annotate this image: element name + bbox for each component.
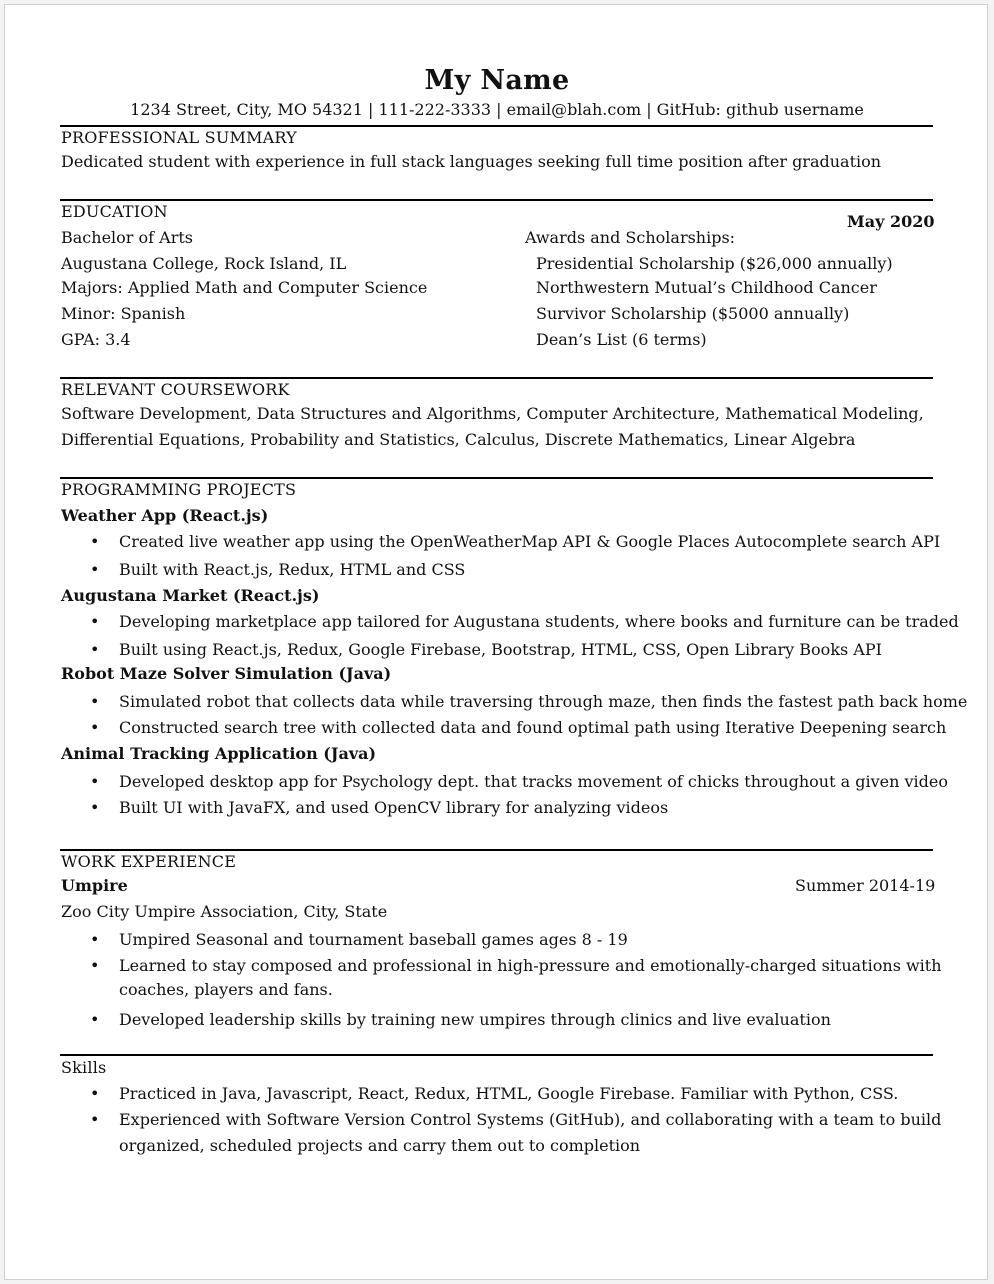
bullet-icon: • bbox=[90, 692, 100, 711]
work-heading: WORK EXPERIENCE bbox=[61, 852, 237, 871]
project-title: Weather App (React.js) bbox=[61, 506, 269, 525]
section-divider bbox=[60, 199, 933, 201]
list-item: • Experienced with Software Version Control Systems (GitHub), and collaborating with a team to build bbox=[90, 1110, 942, 1129]
contact-line: 1234 Street, City, MO 54321 | 111-222-3333 | email@blah.com | GitHub: github username bbox=[130, 100, 864, 119]
projects-heading: PROGRAMMING PROJECTS bbox=[61, 480, 297, 499]
award-item: Northwestern Mutual’s Childhood Cancer bbox=[536, 278, 877, 297]
list-item-continuation: organized, scheduled projects and carry them out to completion bbox=[119, 1136, 641, 1155]
bullet-icon: • bbox=[90, 532, 100, 551]
skills-heading: Skills bbox=[61, 1058, 107, 1077]
bullet-icon: • bbox=[90, 1084, 100, 1103]
education-date: May 2020 bbox=[847, 212, 935, 231]
list-item: • Built using React.js, Redux, Google Firebase, Bootstrap, HTML, CSS, Open Library Books API bbox=[90, 640, 882, 659]
job-date: Summer 2014-19 bbox=[795, 876, 936, 895]
gpa: GPA: 3.4 bbox=[61, 330, 131, 349]
coursework-heading: RELEVANT COURSEWORK bbox=[61, 380, 290, 399]
majors: Majors: Applied Math and Computer Science bbox=[61, 278, 428, 297]
list-item: • Constructed search tree with collected data and found optimal path using Iterative Deepening search bbox=[90, 718, 947, 737]
bullet-icon: • bbox=[90, 1110, 100, 1129]
school: Augustana College, Rock Island, IL bbox=[61, 254, 347, 273]
list-item: • Umpired Seasonal and tournament baseball games ages 8 - 19 bbox=[90, 930, 628, 949]
project-title: Augustana Market (React.js) bbox=[61, 586, 320, 605]
degree: Bachelor of Arts bbox=[61, 228, 193, 247]
section-divider bbox=[60, 477, 933, 479]
education-heading: EDUCATION bbox=[61, 202, 168, 221]
list-item: • Created live weather app using the OpenWeatherMap API & Google Places Autocomplete search API bbox=[90, 532, 941, 551]
project-title: Robot Maze Solver Simulation (Java) bbox=[61, 664, 392, 683]
list-item: • Simulated robot that collects data while traversing through maze, then finds the fastest path back home bbox=[90, 692, 968, 711]
list-item: • Developed desktop app for Psychology dept. that tracks movement of chicks throughout a given video bbox=[90, 772, 948, 791]
section-divider bbox=[60, 125, 933, 127]
job-title: Umpire bbox=[61, 876, 128, 895]
bullet-icon: • bbox=[90, 956, 100, 975]
award-item: Dean’s List (6 terms) bbox=[536, 330, 707, 349]
awards-heading: Awards and Scholarships: bbox=[525, 228, 736, 247]
summary-text: Dedicated student with experience in full stack languages seeking full time position after graduation bbox=[61, 152, 882, 171]
section-divider bbox=[60, 377, 933, 379]
bullet-icon: • bbox=[90, 640, 100, 659]
bullet-icon: • bbox=[90, 718, 100, 737]
section-divider bbox=[60, 849, 933, 851]
list-item: • Learned to stay composed and professional in high-pressure and emotionally-charged situations with bbox=[90, 956, 942, 975]
list-item-continuation: coaches, players and fans. bbox=[119, 980, 333, 999]
coursework-line: Software Development, Data Structures and Algorithms, Computer Architecture, Mathematical Modeling, bbox=[61, 404, 924, 423]
bullet-icon: • bbox=[90, 930, 100, 949]
list-item: • Practiced in Java, Javascript, React, Redux, HTML, Google Firebase. Familiar with Python, CSS. bbox=[90, 1084, 899, 1103]
bullet-icon: • bbox=[90, 560, 100, 579]
list-item: • Built UI with JavaFX, and used OpenCV library for analyzing videos bbox=[90, 798, 669, 817]
coursework-line: Differential Equations, Probability and Statistics, Calculus, Discrete Mathematics, Linear Algebra bbox=[61, 430, 856, 449]
resume-name: My Name bbox=[424, 65, 570, 96]
bullet-icon: • bbox=[90, 798, 100, 817]
award-item: Presidential Scholarship ($26,000 annually) bbox=[536, 254, 893, 273]
bullet-icon: • bbox=[90, 1010, 100, 1029]
bullet-icon: • bbox=[90, 612, 100, 631]
job-organization: Zoo City Umpire Association, City, State bbox=[61, 902, 388, 921]
project-title: Animal Tracking Application (Java) bbox=[61, 744, 377, 763]
summary-heading: PROFESSIONAL SUMMARY bbox=[61, 128, 297, 147]
list-item: • Developing marketplace app tailored for Augustana students, where books and furniture can be traded bbox=[90, 612, 959, 631]
list-item: • Built with React.js, Redux, HTML and CSS bbox=[90, 560, 466, 579]
award-item: Survivor Scholarship ($5000 annually) bbox=[536, 304, 850, 323]
list-item: • Developed leadership skills by training new umpires through clinics and live evaluation bbox=[90, 1010, 831, 1029]
bullet-icon: • bbox=[90, 772, 100, 791]
resume-page bbox=[4, 4, 988, 1280]
section-divider bbox=[60, 1054, 933, 1056]
minor: Minor: Spanish bbox=[61, 304, 186, 323]
